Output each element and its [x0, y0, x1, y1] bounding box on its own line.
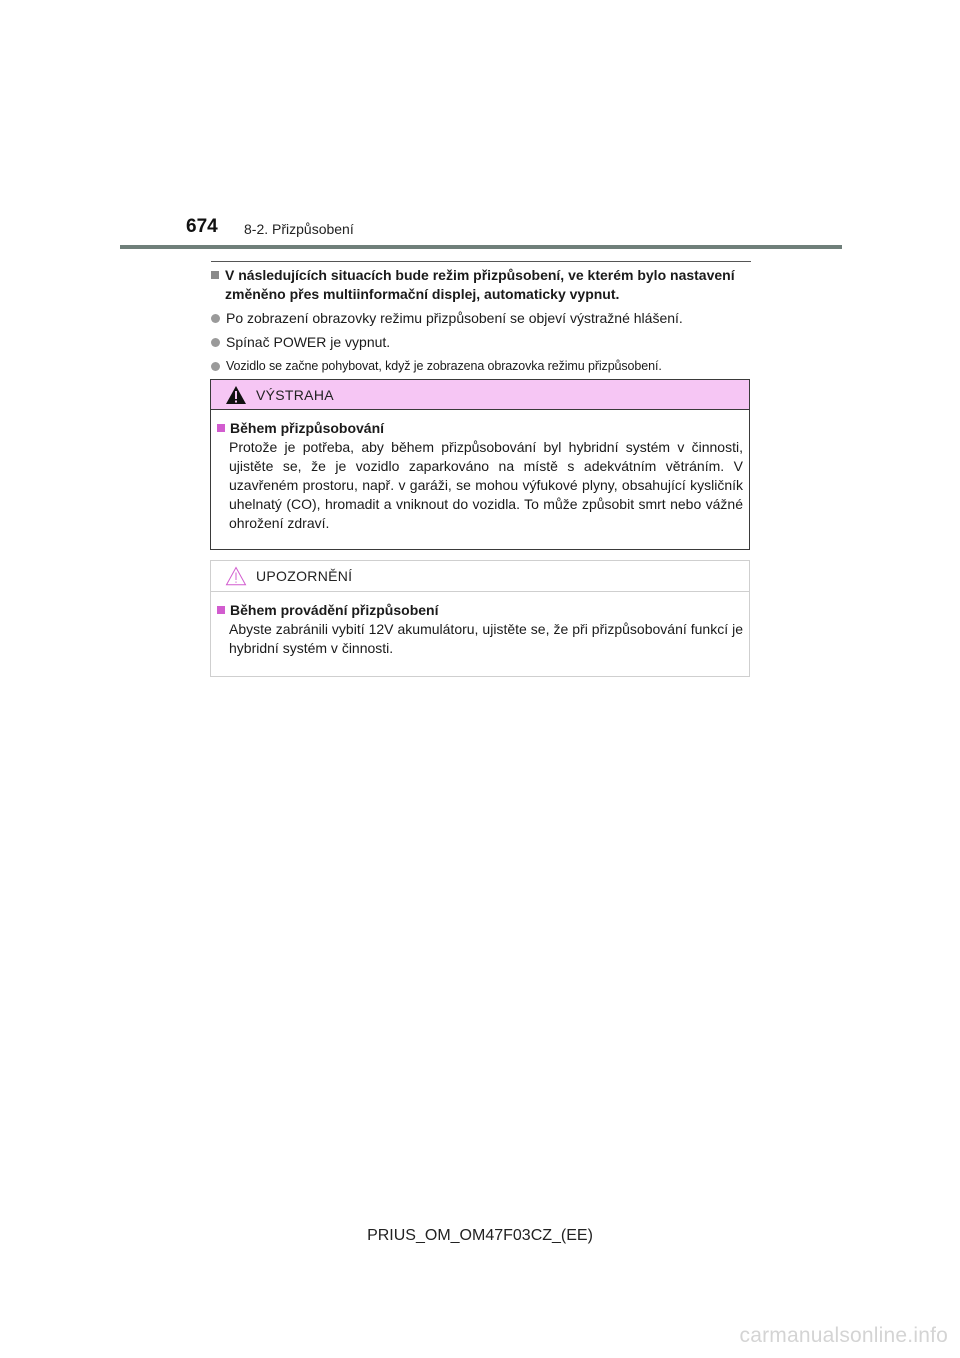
caution-box: [210, 560, 750, 677]
watermark: carmanualsonline.info: [739, 1324, 948, 1347]
warning-box-title: VÝSTRAHA: [256, 387, 334, 403]
intro-section: [211, 266, 751, 376]
dot-bullet-icon: [211, 314, 220, 323]
warning-box-heading: Během přizpůsobování: [230, 420, 385, 436]
warning-box-body: [211, 410, 749, 533]
dot-bullet-icon: [211, 338, 220, 347]
caution-box-body: [211, 592, 749, 658]
list-item-text: Po zobrazení obrazovky režimu přizpůsobení se objeví výstražné hlášení.: [226, 310, 683, 326]
warning-box-text: Protože je potřeba, aby během přizpůsobování byl hybridní systém v činnosti, ujistěte se, že je vozidlo zaparkováno na místě s adekvátním větráním. V uzavřeném prostoru, např. v garáži, se mohou výfukové plyny, obsahující kysličník uhelnatý (CO), hromadit a vniknout do vozidla. To může způsobit smrt nebo vážné ohrožení zdraví.: [229, 439, 743, 531]
section-title: 8-2. Přizpůsobení: [244, 221, 354, 237]
warning-box: [210, 379, 750, 550]
caution-box-title: UPOZORNĚNÍ: [256, 568, 353, 584]
warning-box-header: [211, 380, 749, 410]
caution-box-text: Abyste zabránili vybití 12V akumulátoru, ujistěte se, že při přizpůsobování funkcí je hybridní systém v činnosti.: [229, 621, 743, 656]
list-item: [211, 333, 751, 352]
list-item: [211, 309, 751, 328]
warning-triangle-icon: [225, 385, 247, 405]
caution-box-heading: Během provádění přizpůsobení: [230, 602, 439, 618]
page-number: 674: [186, 216, 218, 237]
intro-heading-row: [211, 266, 751, 304]
list-item: [211, 357, 751, 376]
caution-box-header: [211, 561, 749, 592]
pink-square-bullet-icon: [217, 606, 225, 614]
dot-bullet-icon: [211, 362, 220, 371]
square-bullet-icon: [211, 271, 219, 279]
list-item-text: Spínač POWER je vypnut.: [226, 334, 391, 350]
footer-doc-code: PRIUS_OM_OM47F03CZ_(EE): [367, 1227, 593, 1244]
warning-box-heading-row: [217, 419, 743, 438]
list-item-text: Vozidlo se začne pohybovat, když je zobrazena obrazovka režimu přizpůsobení.: [226, 359, 662, 373]
content-rule: [211, 261, 751, 262]
pink-square-bullet-icon: [217, 424, 225, 432]
header-rule: [120, 245, 842, 249]
intro-heading: V následujících situacích bude režim přizpůsobení, ve kterém bylo nastavení změněno přes multiinformační displej, automaticky vypnut.: [225, 267, 735, 302]
caution-triangle-icon: [225, 566, 247, 586]
caution-box-heading-row: [217, 601, 743, 620]
